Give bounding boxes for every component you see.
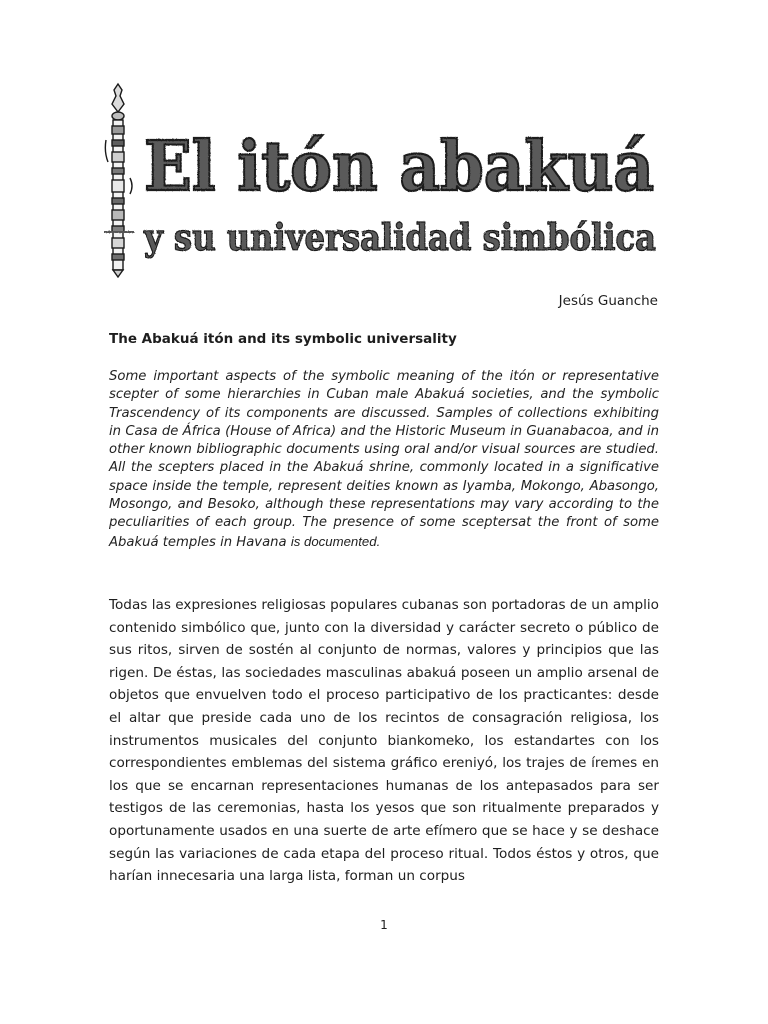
- page-number: 1: [380, 918, 388, 932]
- logo-title-text: El itón abakuá: [144, 127, 654, 207]
- title-logo: [104, 82, 664, 278]
- title-logo-graphic: [104, 82, 664, 278]
- body-paragraph: Todas las expresiones religiosas populares cubanas son portadoras de un amplio contenido simbólico que, junto con la diversidad y carácter secreto o público de sus ritos, sirven de sostén al conjunto de normas, valores y principios que las rigen. De éstas, las sociedades masculinas abakuá poseen un amplio arsenal de objetos que envuelven todo el proceso participativo de los practicantes: desde el altar que preside cada uno de los recintos de consagración religiosa, los instrumentos musicales del conjunto biankomeko, los estandartes con los correspondientes emblemas del sistema gráfico ereniyó, los trajes de íremes en los que se encarnan representaciones humanas de los antepasados para ser testigos de las ceremonias, hasta los yesos que son ritualmente preparados y oportunamente usados en una suerte de arte efímero que se hace y se deshace según las variaciones de cada etapa del proceso ritual. Todos éstos y otros, que harían innecesaria una larga lista, forman un corpus: [109, 597, 659, 885]
- scepter-icon: [105, 84, 132, 277]
- abstract-ending: is documented.: [290, 533, 381, 549]
- abstract-paragraph: [109, 368, 659, 552]
- abstract-text: Some important aspects of the symbolic meaning of the itón or representative scepter of some hierarchies in Cuban male Abakuá societies, and the symbolic Trascendency of its components are discussed. Samples of collections exhibiting in Casa de África (House of Africa) and the Historic Museum in Guanabacoa, and in other known bibliographic documents using oral and/or visual sources are studied. All the scepters placed in the Abakuá shrine, commonly located in a significative space inside the temple, represent deities known as Iyamba, Mokongo, Abasongo, Mosongo, and Besoko, although these representations may vary according to the peculiarities of each group. The presence of some sceptersat the front of some Abakuá temples in Havana: [109, 369, 659, 550]
- logo-subtitle-text: y su universalidad simbólica: [143, 217, 656, 259]
- author-name: Jesús Guanche: [558, 293, 658, 309]
- english-title: The Abakuá itón and its symbolic universality: [109, 331, 457, 347]
